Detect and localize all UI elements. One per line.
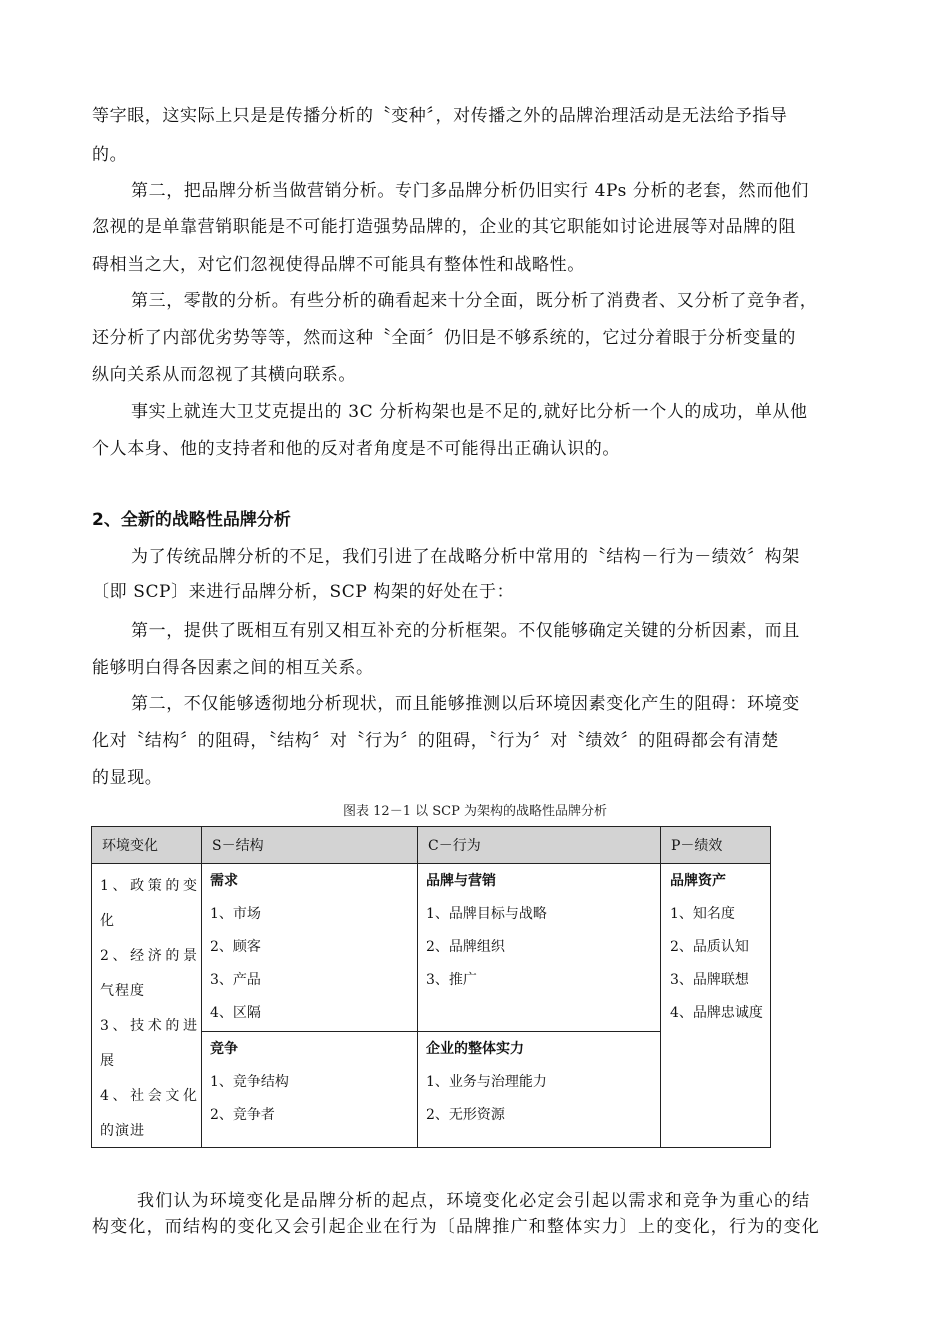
list-item: 4、区隔: [210, 1005, 261, 1021]
header-structure: S－结构: [202, 827, 417, 863]
paragraph-line: 化对〝结构〞的阻碍，〝结构〞对〝行为〞的阻碍，〝行为〞对〝绩效〞的阻碍都会有清楚: [92, 731, 779, 751]
strength-title: 企业的整体实力: [426, 1041, 524, 1057]
list-item: 1、品牌目标与战略: [426, 906, 547, 922]
paragraph-line: 的显现。: [92, 768, 163, 788]
list-item: 1、业务与治理能力: [426, 1074, 547, 1090]
list-item: 3、推广: [426, 972, 477, 988]
paragraph-line: 碍相当之大，对它们忽视使得品牌不可能具有整体性和战略性。: [92, 255, 585, 275]
table-divider: [92, 863, 770, 864]
table-divider: [660, 827, 661, 1147]
header-conduct: C－行为: [418, 827, 660, 863]
list-item: 2、品质认知: [670, 939, 749, 955]
table-caption: 图表 12－1 以 SCP 为架构的战略性品牌分析: [343, 804, 607, 819]
list-item: 1、知名度: [670, 906, 735, 922]
brand-equity-title: 品牌资产: [670, 873, 726, 889]
paragraph-line: 我们认为环境变化是品牌分析的起点，环境变化必定会引起以需求和竞争为重心的结: [137, 1191, 811, 1211]
paragraph-line: 第二，不仅能够透彻地分析现状，而且能够推测以后环境因素变化产生的阻碍：环境变: [131, 694, 800, 714]
list-item: 2、竞争者: [210, 1107, 275, 1123]
list-item: 1、政策的变化: [100, 878, 198, 929]
paragraph-line: 纵向关系从而忽视了其横向联系。: [92, 365, 356, 385]
list-item: 3、产品: [210, 972, 261, 988]
list-item: 4、社会文化的演进: [100, 1088, 198, 1139]
paragraph-line: 第一，提供了既相互有别又相互补充的分析框架。不仅能够确定关键的分析因素，而且: [131, 621, 800, 641]
paragraph-line: 等字眼，这实际上只是是传播分析的〝变种〞，对传播之外的品牌治理活动是无法给予指导: [92, 106, 788, 126]
list-item: 4、品牌忠诚度: [670, 1005, 763, 1021]
table-divider: [201, 827, 202, 1147]
paragraph-line: 事实上就连大卫艾克提出的 3C 分析构架也是不足的,就好比分析一个人的成功，单从他: [131, 402, 808, 422]
competition-title: 竞争: [210, 1041, 238, 1057]
list-item: 1、竞争结构: [210, 1074, 289, 1090]
list-item: 2、无形资源: [426, 1107, 505, 1123]
header-performance: P－绩效: [661, 827, 770, 863]
paragraph-line: 个人本身、他的支持者和他的反对者角度是不可能得出正确认识的。: [92, 439, 620, 459]
paragraph-line: 第三，零散的分析。有些分析的确看起来十分全面，既分析了消费者、又分析了竞争者，: [131, 291, 818, 311]
paragraph-line: 〔即 SCP〕来进行品牌分析，SCP 构架的好处在于：: [92, 582, 515, 602]
paragraph-line: 忽视的是单靠营销职能是不可能打造强势品牌的，企业的其它职能如讨论进展等对品牌的阻: [92, 217, 796, 237]
list-item: 1、市场: [210, 906, 261, 922]
list-item: 2、品牌组织: [426, 939, 505, 955]
scp-table: [91, 826, 771, 1148]
list-item: 3、技术的进展: [100, 1018, 198, 1069]
table-divider: [417, 827, 418, 1147]
header-environment: 环境变化: [92, 827, 201, 863]
demand-title: 需求: [210, 873, 238, 889]
list-item: 2、顾客: [210, 939, 261, 955]
marketing-title: 品牌与营销: [426, 873, 496, 889]
paragraph-line: 能够明白得各因素之间的相互关系。: [92, 658, 374, 678]
section-heading: 2、全新的战略性品牌分析: [92, 510, 291, 530]
paragraph-line: 第二，把品牌分析当做营销分析。专门多品牌分析仍旧实行 4Ps 分析的老套，然而他们: [131, 181, 809, 201]
list-item: 3、品牌联想: [670, 972, 749, 988]
paragraph-line: 的。: [92, 145, 128, 165]
environment-list: [100, 869, 198, 1149]
paragraph-line: 还分析了内部优劣势等等，然而这种〝全面〞仍旧是不够系统的，它过分着眼于分析变量的: [92, 328, 796, 348]
paragraph-line: 构变化，而结构的变化又会引起企业在行为〔品牌推广和整体实力〕上的变化，行为的变化: [92, 1217, 820, 1237]
paragraph-line: 为了传统品牌分析的不足，我们引进了在战略分析中常用的〝结构－行为－绩效〞构架: [131, 547, 800, 567]
table-divider: [201, 1031, 661, 1032]
list-item: 2、经济的景气程度: [100, 948, 198, 999]
